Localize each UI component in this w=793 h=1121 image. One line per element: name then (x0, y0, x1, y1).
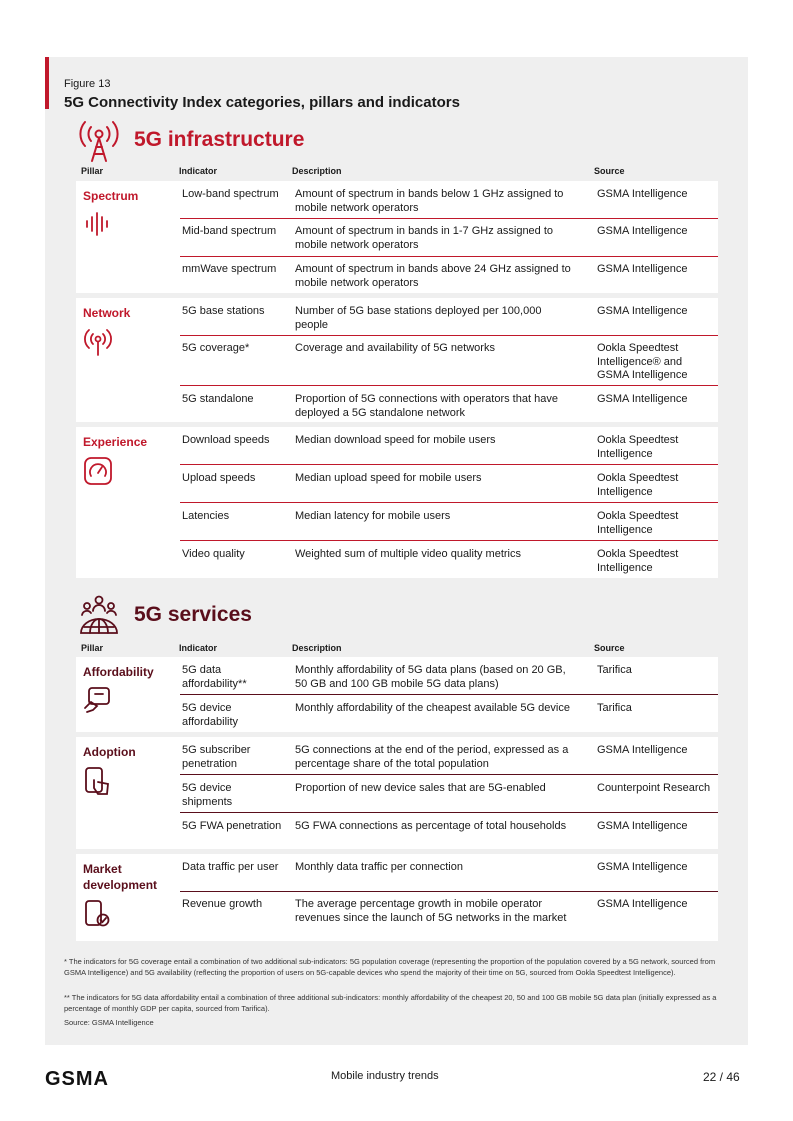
indicator-cell: Revenue growth (182, 898, 263, 910)
footnote-source: Source: GSMA Intelligence (64, 1018, 154, 1027)
pillar-name: Affordability (83, 665, 154, 679)
description-cell: 5G FWA connections as percentage of total households (295, 820, 567, 832)
source-cell: GSMA Intelligence (597, 263, 688, 275)
source-cell: Ookla Speedtest Intelligence (597, 472, 679, 498)
row-divider (180, 891, 718, 892)
indicator-cell: Latencies (182, 510, 230, 522)
source-cell: GSMA Intelligence (597, 744, 688, 756)
description-cell: 5G connections at the end of the period, expressed as a percentage share of the total population (295, 744, 569, 770)
source-cell: GSMA Intelligence (597, 305, 688, 317)
pillar-name: Adoption (83, 745, 136, 759)
services-column-headers (78, 643, 718, 657)
source-cell: Ookla Speedtest Intelligence® and GSMA Intelligence (597, 342, 688, 381)
source-cell: GSMA Intelligence (597, 393, 688, 405)
source-cell: GSMA Intelligence (597, 898, 688, 910)
figure-title: 5G Connectivity Index categories, pillars and indicators (64, 94, 460, 111)
section-services-header (78, 595, 252, 635)
description-cell: Coverage and availability of 5G networks (295, 342, 495, 354)
indicator-cell: 5G base stations (182, 305, 265, 317)
indicator-cell: 5G device affordability (182, 702, 239, 728)
header-description: Description (292, 166, 342, 176)
row-divider (180, 502, 718, 503)
description-cell: Median latency for mobile users (295, 510, 451, 522)
indicator-cell: Video quality (182, 548, 245, 560)
indicator-cell: 5G device shipments (182, 782, 233, 808)
pillar-group-network (76, 298, 718, 422)
header-description: Description (292, 643, 342, 653)
footer-section-title: Mobile industry trends (331, 1070, 439, 1082)
source-cell: GSMA Intelligence (597, 225, 688, 237)
source-cell: Tarifica (597, 702, 632, 714)
source-cell: GSMA Intelligence (597, 861, 688, 873)
header-pillar: Pillar (81, 643, 104, 653)
description-cell: Monthly affordability of 5G data plans (based on 20 GB, 50 GB and 100 GB mobile 5G data plans) (295, 664, 566, 690)
indicator-cell: 5G coverage* (182, 342, 250, 354)
indicator-cell: Low-band spectrum (182, 188, 279, 200)
signal-waveform-icon (83, 210, 111, 238)
infra-column-headers (78, 166, 718, 180)
source-cell: Tarifica (597, 664, 632, 676)
header-source: Source (594, 166, 625, 176)
pillar-name: Spectrum (83, 189, 139, 203)
description-cell: Monthly affordability of the cheapest available 5G device (295, 702, 570, 714)
source-cell: Ookla Speedtest Intelligence (597, 548, 679, 574)
header-indicator: Indicator (179, 643, 218, 653)
pillar-group-affordability (76, 657, 718, 732)
description-cell: Amount of spectrum in bands below 1 GHz assigned to mobile network operators (295, 188, 564, 214)
page-number: 22 / 46 (703, 1070, 740, 1084)
indicator-cell: 5G subscriber penetration (182, 744, 251, 770)
indicator-cell: mmWave spectrum (182, 263, 277, 275)
people-globe-icon (78, 595, 120, 635)
row-divider (180, 464, 718, 465)
indicator-cell: 5G standalone (182, 393, 254, 405)
row-divider (180, 774, 718, 775)
pillar-group-market-development (76, 854, 718, 941)
row-divider (180, 218, 718, 219)
gsma-logo: GSMA (45, 1068, 109, 1090)
source-cell: GSMA Intelligence (597, 820, 688, 832)
hand-card-icon (83, 686, 113, 714)
indicator-cell: Upload speeds (182, 472, 256, 484)
section-services-title: 5G services (134, 603, 252, 626)
radio-tower-icon (78, 117, 120, 163)
section-infrastructure-header (78, 117, 304, 163)
pillar-group-adoption (76, 737, 718, 849)
row-divider (180, 812, 718, 813)
description-cell: Amount of spectrum in bands above 24 GHz assigned to mobile network operators (295, 263, 571, 289)
row-divider (180, 385, 718, 386)
accent-bar (45, 57, 49, 109)
header-pillar: Pillar (81, 166, 104, 176)
footnote-coverage: * The indicators for 5G coverage entail a combination of two additional sub-indicators: 5G population coverage (representing the proportion of the population covered by a 5G network, sourced from GSMA Intelligence) and 5G availability (reflecting the proportion of users on 5G-capable devices who spend the majority of their time on 5G, sourced from Ookla Speedtest Intelligence). (64, 957, 716, 977)
description-cell: Proportion of 5G connections with operators that have deployed a 5G standalone network (295, 393, 558, 419)
speedometer-icon (83, 456, 113, 486)
footnote-affordability: ** The indicators for 5G data affordability entail a combination of three additional sub-indicators: monthly affordability of the cheapest 20, 50 and 100 GB mobile 5G data plan (initially expressed as a percentage of monthly GDP per capita, sourced from Tarifica). (64, 993, 717, 1013)
indicator-cell: Data traffic per user (182, 861, 279, 873)
pillar-name: Market development (83, 862, 158, 892)
row-divider (180, 540, 718, 541)
description-cell: Proportion of new device sales that are 5G-enabled (295, 782, 546, 794)
description-cell: Amount of spectrum in bands in 1-7 GHz assigned to mobile network operators (295, 225, 554, 251)
pillar-group-experience (76, 427, 718, 578)
antenna-icon (83, 327, 113, 357)
figure-label: Figure 13 (64, 78, 111, 90)
description-cell: Number of 5G base stations deployed per 100,000 people (295, 305, 542, 331)
row-divider (180, 335, 718, 336)
section-infrastructure-title: 5G infrastructure (134, 128, 305, 151)
pillar-name: Network (83, 306, 131, 320)
source-cell: Ookla Speedtest Intelligence (597, 510, 679, 536)
row-divider (180, 694, 718, 695)
pillar-name: Experience (83, 435, 148, 449)
pillar-group-spectrum (76, 181, 718, 293)
description-cell: The average percentage growth in mobile operator revenues since the launch of 5G networks in the market (295, 898, 567, 924)
description-cell: Weighted sum of multiple video quality metrics (295, 548, 522, 560)
source-cell: GSMA Intelligence (597, 188, 688, 200)
header-indicator: Indicator (179, 166, 218, 176)
indicator-cell: 5G data affordability** (182, 664, 247, 690)
phone-check-icon (83, 899, 111, 929)
row-divider (180, 256, 718, 257)
description-cell: Median upload speed for mobile users (295, 472, 482, 484)
phone-touch-icon (83, 766, 111, 796)
source-cell: Ookla Speedtest Intelligence (597, 434, 679, 460)
description-cell: Monthly data traffic per connection (295, 861, 463, 873)
source-cell: Counterpoint Research (597, 782, 711, 794)
description-cell: Median download speed for mobile users (295, 434, 496, 446)
header-source: Source (594, 643, 625, 653)
indicator-cell: 5G FWA penetration (182, 820, 282, 832)
indicator-cell: Mid-band spectrum (182, 225, 277, 237)
indicator-cell: Download speeds (182, 434, 270, 446)
